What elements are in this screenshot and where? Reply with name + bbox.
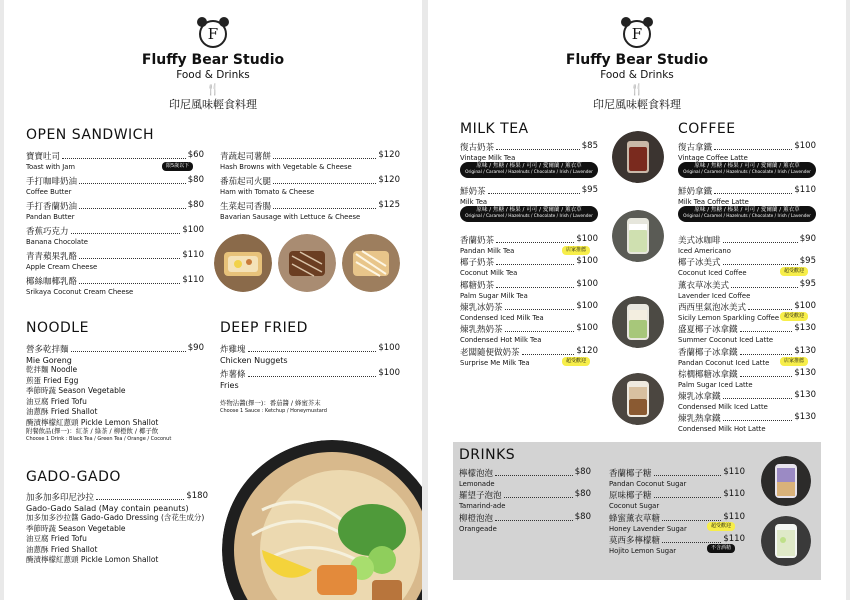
section-title-gado-gado: GADO-GADO xyxy=(26,469,121,485)
drinks-section xyxy=(453,442,821,580)
section-title-milk-tea: MILK TEA xyxy=(460,121,529,137)
drink-photo xyxy=(761,456,811,506)
section-title-open-sandwich: OPEN SANDWICH xyxy=(26,127,154,143)
drink-photo xyxy=(761,516,811,566)
utensils-icon: 🍴 xyxy=(206,83,220,96)
menu-item: 香蘭奶茶 $100 Pandan Milk Tea xyxy=(460,234,598,255)
menu-item: 煉乳冰拿鐵 $130 Condensed Milk Iced Latte xyxy=(678,390,816,411)
menu-page-right xyxy=(428,0,846,600)
menu-item: 手打咖啡奶油 $80 Coffee Butter xyxy=(26,175,204,196)
menu-item: 鮮奶茶 $95 Milk Tea xyxy=(460,185,598,206)
brand-tagline: 印尼風味輕食料理 xyxy=(169,98,257,111)
sandwich-photo xyxy=(278,234,336,292)
brand-header xyxy=(4,20,422,112)
recommended-badge: 店家推薦 xyxy=(562,246,590,255)
drink-photo xyxy=(612,210,664,262)
popular-badge: 超受歡迎 xyxy=(780,267,808,276)
menu-item: 番茄起司火腿 $120 Ham with Tomato & Cheese xyxy=(220,175,400,196)
menu-item: 椰子冰美式 $95 Coconut Iced Coffee xyxy=(678,256,816,277)
menu-item: 椰子奶茶 $100 Coconut Milk Tea xyxy=(460,256,598,277)
flavor-options-pill: 原味 / 焦糖 / 榛果 / 可可 / 愛爾蘭 / 薰衣草 Original / Caramel / Hazelnuts / Chocolate / Irish / Lavender xyxy=(678,162,816,178)
menu-item: 原味椰子糖 $110 Coconut Sugar xyxy=(609,489,745,510)
brand-name: Fluffy Bear Studio xyxy=(141,52,285,68)
flavor-options-pill: 原味 / 焦糖 / 榛果 / 可可 / 愛爾蘭 / 薰衣草 Original / Caramel / Hazelnuts / Chocolate / Irish / Lavender xyxy=(460,206,598,222)
bear-logo-icon: F xyxy=(199,20,227,48)
menu-item: 復古拿鐵 $100 Vintage Coffee Latte xyxy=(678,141,816,162)
menu-page-left xyxy=(4,0,422,600)
menu-item: 羅望子泡泡 $80 Tamarind-ade xyxy=(459,489,591,510)
menu-item: 椰絲咖椰乳酪 $110 Srikaya Coconut Cream Cheese xyxy=(26,275,204,296)
gado-gado-salad-photo xyxy=(222,440,422,600)
menu-item: 加多加多印尼沙拉 $180 Gado-Gado Salad (May contain peanuts) xyxy=(26,491,208,513)
menu-item: 煉乳冰奶茶 $100 Condensed Iced Milk Tea xyxy=(460,301,598,322)
menu-item: 炸薯條 $100 Fries xyxy=(220,368,400,390)
menu-item: 營多乾拌麵 $90 Mie Goreng xyxy=(26,343,204,365)
menu-item: 美式冰咖啡 $90 Iced Americano xyxy=(678,234,816,255)
drink-photo xyxy=(612,131,664,183)
menu-item: 炸雞塊 $100 Chicken Nuggets xyxy=(220,343,400,365)
flavor-options-pill: 原味 / 焦糖 / 榛果 / 可可 / 愛爾蘭 / 薰衣草 Original / Caramel / Hazelnuts / Chocolate / Irish / Lavender xyxy=(678,206,816,222)
utensils-icon: 🍴 xyxy=(630,83,644,96)
menu-item: 香蕉巧克力 $100 Banana Chocolate xyxy=(26,225,204,246)
menu-item: 復古奶茶 $85 Vintage Milk Tea xyxy=(460,141,598,162)
brand-tagline: 印尼風味輕食料理 xyxy=(593,98,681,111)
sauce-note: 炸物沾醬(擇一)：番茄醬 / 蜂蜜芥末 Choose 1 Sauce : Ketchup / Honeymustard xyxy=(220,399,327,414)
sandwich-photo xyxy=(342,234,400,292)
section-title-coffee: COFFEE xyxy=(678,121,736,137)
menu-item: 手打香蘭奶油 $80 Pandan Butter xyxy=(26,200,204,221)
menu-item: 盛夏椰子冰拿鐵 $130 Summer Coconut Iced Latte xyxy=(678,323,816,344)
brand-header xyxy=(428,20,846,112)
menu-item: 青青蘋果乳酪 $110 Apple Cream Cheese xyxy=(26,250,204,271)
gado-ingredients: 加多加多沙拉醬 Gado-Gado Dressing (含花生成分) 季節時蔬 Season Vegetable 油豆腐 Fried Tofu 油蔥酥 Fried Shallot 醃漬檸檬紅蔥頭 Pickle Lomon Shallot xyxy=(26,513,205,564)
menu-item: 檸檬泡泡 $80 Lemonade xyxy=(459,467,591,488)
bear-logo-icon: F xyxy=(623,20,651,48)
age-limit-badge: 限5歲以下 xyxy=(162,162,193,171)
section-title-drinks: DRINKS xyxy=(459,447,516,463)
menu-item: 椰糖奶茶 $100 Palm Sugar Milk Tea xyxy=(460,279,598,300)
menu-item: 西西里氣泡冰美式 $100 Sicily Lemon Sparkling Coffee xyxy=(678,301,816,322)
menu-item: 煉乳熱奶茶 $100 Condensed Hot Milk Tea xyxy=(460,323,598,344)
menu-item: 柳橙泡泡 $80 Orangeade xyxy=(459,512,591,533)
flavor-options-pill: 原味 / 焦糖 / 榛果 / 可可 / 愛爾蘭 / 薰衣草 Original / Caramel / Hazelnuts / Chocolate / Irish / Lavender xyxy=(460,162,598,178)
drink-photo xyxy=(612,296,664,348)
menu-item: 生菜起司香腸 $125 Bavarian Sausage with Lettuce & Cheese xyxy=(220,200,400,221)
section-title-noodle: NOODLE xyxy=(26,320,89,336)
recommended-badge: 店家推薦 xyxy=(780,357,808,366)
menu-item: 煉乳熱拿鐵 $130 Condensed Milk Hot Latte xyxy=(678,412,816,433)
noodle-ingredients: 乾拌麵 Noodle 煎蛋 Fried Egg 季節時蔬 Season Vegetable 油豆腐 Fried Tofu 油蔥酥 Fried Shallot 醃漬檸檬紅蔥頭 Pickle Lemon Shallot xyxy=(26,365,159,427)
menu-item: 老闆隨便做奶茶 $120 Surprise Me Milk Tea xyxy=(460,346,598,367)
noodle-drink-note: 附餐飲品(擇一)：紅茶 / 綠茶 / 柳橙飲 / 椰子飲 Choose 1 Drink : Black Tea / Green Tea / Orange / Coconut xyxy=(26,427,172,442)
menu-item: 香蘭椰子糖 $110 Pandan Coconut Sugar xyxy=(609,467,745,488)
brand-name: Fluffy Bear Studio xyxy=(565,52,709,68)
drink-photo xyxy=(612,373,664,425)
menu-item: 蜂蜜薰衣草糖 $110 Honey Lavender Sugar xyxy=(609,512,745,533)
menu-item: 青蔬起司薯餅 $120 Hash Browns with Vegetable & Cheese xyxy=(220,150,400,171)
menu-item: 寶寶吐司 $60 Toast with Jam xyxy=(26,150,204,171)
popular-badge: 超受歡迎 xyxy=(562,357,590,366)
sandwich-photo xyxy=(214,234,272,292)
brand-subtitle: Food & Drinks xyxy=(176,69,250,81)
brand-subtitle: Food & Drinks xyxy=(600,69,674,81)
section-title-deep-fried: DEEP FRIED xyxy=(220,320,308,336)
menu-item: 鮮奶拿鐵 $110 Milk Tea Coffee Latte xyxy=(678,185,816,206)
menu-item: 莫西多檸檬糖 $110 Hojito Lemon Sugar xyxy=(609,534,745,555)
menu-item: 棕櫚椰糖冰拿鐵 $130 Palm Sugar Iced Latte xyxy=(678,368,816,389)
menu-item: 香蘭椰子冰拿鐵 $130 Pandan Coconut Iced Latte xyxy=(678,346,816,367)
popular-badge: 超受歡迎 xyxy=(780,312,808,321)
popular-badge: 超受歡迎 xyxy=(707,522,735,531)
menu-item: 薰衣草冰美式 $95 Lavender Iced Coffee xyxy=(678,279,816,300)
non-alcoholic-badge: 不含酒精 xyxy=(707,544,735,553)
